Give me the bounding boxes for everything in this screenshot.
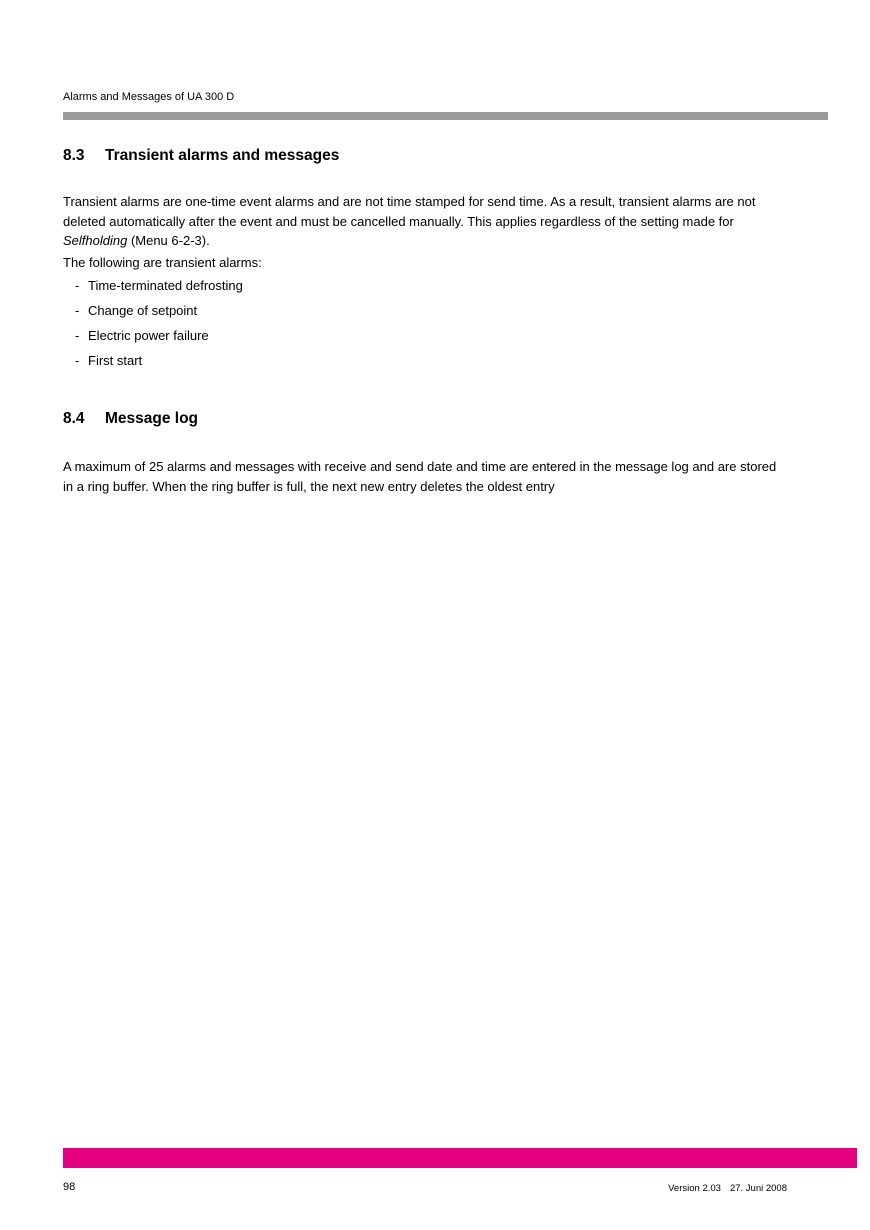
- footer-accent-bar: [63, 1148, 857, 1168]
- list-item-label: First start: [88, 353, 143, 368]
- list-bullet: -: [75, 353, 80, 368]
- section-84-heading: [63, 410, 198, 428]
- list-item: [75, 353, 142, 369]
- page-number: 98: [63, 1181, 76, 1193]
- list-bullet: -: [75, 278, 80, 293]
- list-bullet: -: [75, 303, 80, 318]
- footer-version-line: [668, 1183, 787, 1194]
- section-84-title: Message log: [105, 410, 199, 427]
- list-bullet: -: [75, 328, 80, 343]
- section-84-paragraph: A maximum of 25 alarms and messages with receive and send date and time are entered in the message log and are stored in a ring buffer. When the ring buffer is full, the next new entry deletes the oldest entry: [63, 459, 777, 494]
- section-83-heading: [63, 147, 339, 165]
- header-rule-bar: [63, 112, 828, 120]
- list-item-label: Change of setpoint: [88, 303, 198, 318]
- list-item-label: Time-terminated defrosting: [88, 278, 243, 293]
- running-header-text: Alarms and Messages of UA 300 D: [63, 91, 235, 103]
- list-item: [75, 303, 197, 319]
- paragraph-text-before-italic: Transient alarms are one-time event alarms and are not time stamped for send time. As a result, transient alarms are not deleted automatically after the event and must be cancelled manually. This applies regardless of the setting made for: [63, 194, 756, 229]
- section-84-number: 8.4: [63, 410, 85, 427]
- list-item: [75, 278, 243, 294]
- version-text: Version 2.03: [668, 1183, 721, 1194]
- date-text: 27. Juni 2008: [729, 1183, 787, 1194]
- section-83-number: 8.3: [63, 147, 85, 164]
- section-83-title: Transient alarms and messages: [105, 147, 340, 164]
- section-83-paragraph: [63, 192, 781, 251]
- paragraph-text-after-italic: (Menu 6-2-3).: [127, 233, 210, 248]
- list-item: [75, 328, 209, 344]
- list-item-label: Electric power failure: [88, 328, 209, 343]
- italic-term-selfholding: Selfholding: [63, 233, 128, 248]
- list-intro-text: The following are transient alarms:: [63, 255, 262, 270]
